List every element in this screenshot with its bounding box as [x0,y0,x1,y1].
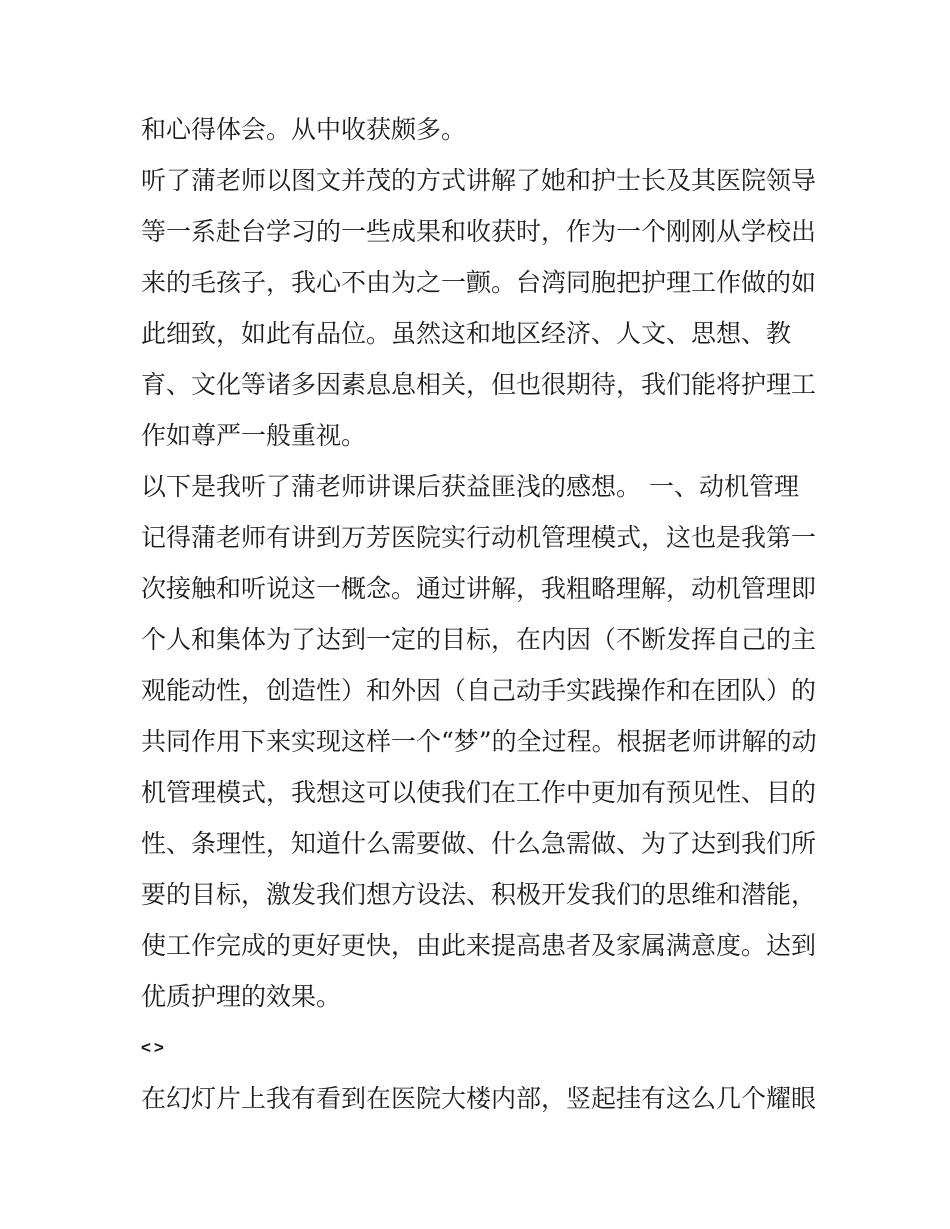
text-line: 次接触和听说这一概念。通过讲解，我粗略理解，动机管理即 [141,574,817,603]
text-line: 和心得体会。从中收获颇多。 [141,115,467,144]
text-line: 共同作用下来实现这样一个“梦”的全过程。根据老师讲解的动 [141,727,817,756]
text-line: 作如尊严一般重视。 [141,421,367,450]
text-line: 机管理模式，我想这可以使我们在工作中更加有预见性、目的 [141,778,817,807]
text-line: 优质护理的效果。 [141,982,342,1011]
text-line: 要的目标，激发我们想方设法、积极开发我们的思维和潜能， [141,880,817,909]
text-line: 以下是我听了蒲老师讲课后获益匪浅的感想。 一、动机管理 [141,472,799,501]
text-line: 性、条理性，知道什么需要做、什么急需做、为了达到我们所 [141,829,817,858]
text-line: 记得蒲老师有讲到万芳医院实行动机管理模式，这也是我第一 [141,523,817,552]
body-text [141,104,821,1124]
text-line: 育、文化等诸多因素息息相关，但也很期待，我们能将护理工 [141,370,817,399]
text-line: 此细致，如此有品位。虽然这和地区经济、人文、思想、教 [141,319,792,348]
text-line: 个人和集体为了达到一定的目标，在内因（不断发挥自己的主 [141,625,817,654]
text-line: 来的毛孩子，我心不由为之一颤。台湾同胞把护理工作做的如 [141,268,817,297]
text-line: 观能动性，创造性）和外因（自己动手实践操作和在团队）的 [141,676,817,705]
section-marker: <> [141,1038,167,1057]
text-line: 等一系赴台学习的一些成果和收获时，作为一个刚刚从学校出 [141,217,817,246]
text-line: 在幻灯片上我有看到在医院大楼内部，竖起挂有这么几个耀眼 [141,1084,817,1113]
text-line: 听了蒲老师以图文并茂的方式讲解了她和护士长及其医院领导 [141,166,817,195]
text-line: 使工作完成的更好更快，由此来提高患者及家属满意度。达到 [141,931,817,960]
